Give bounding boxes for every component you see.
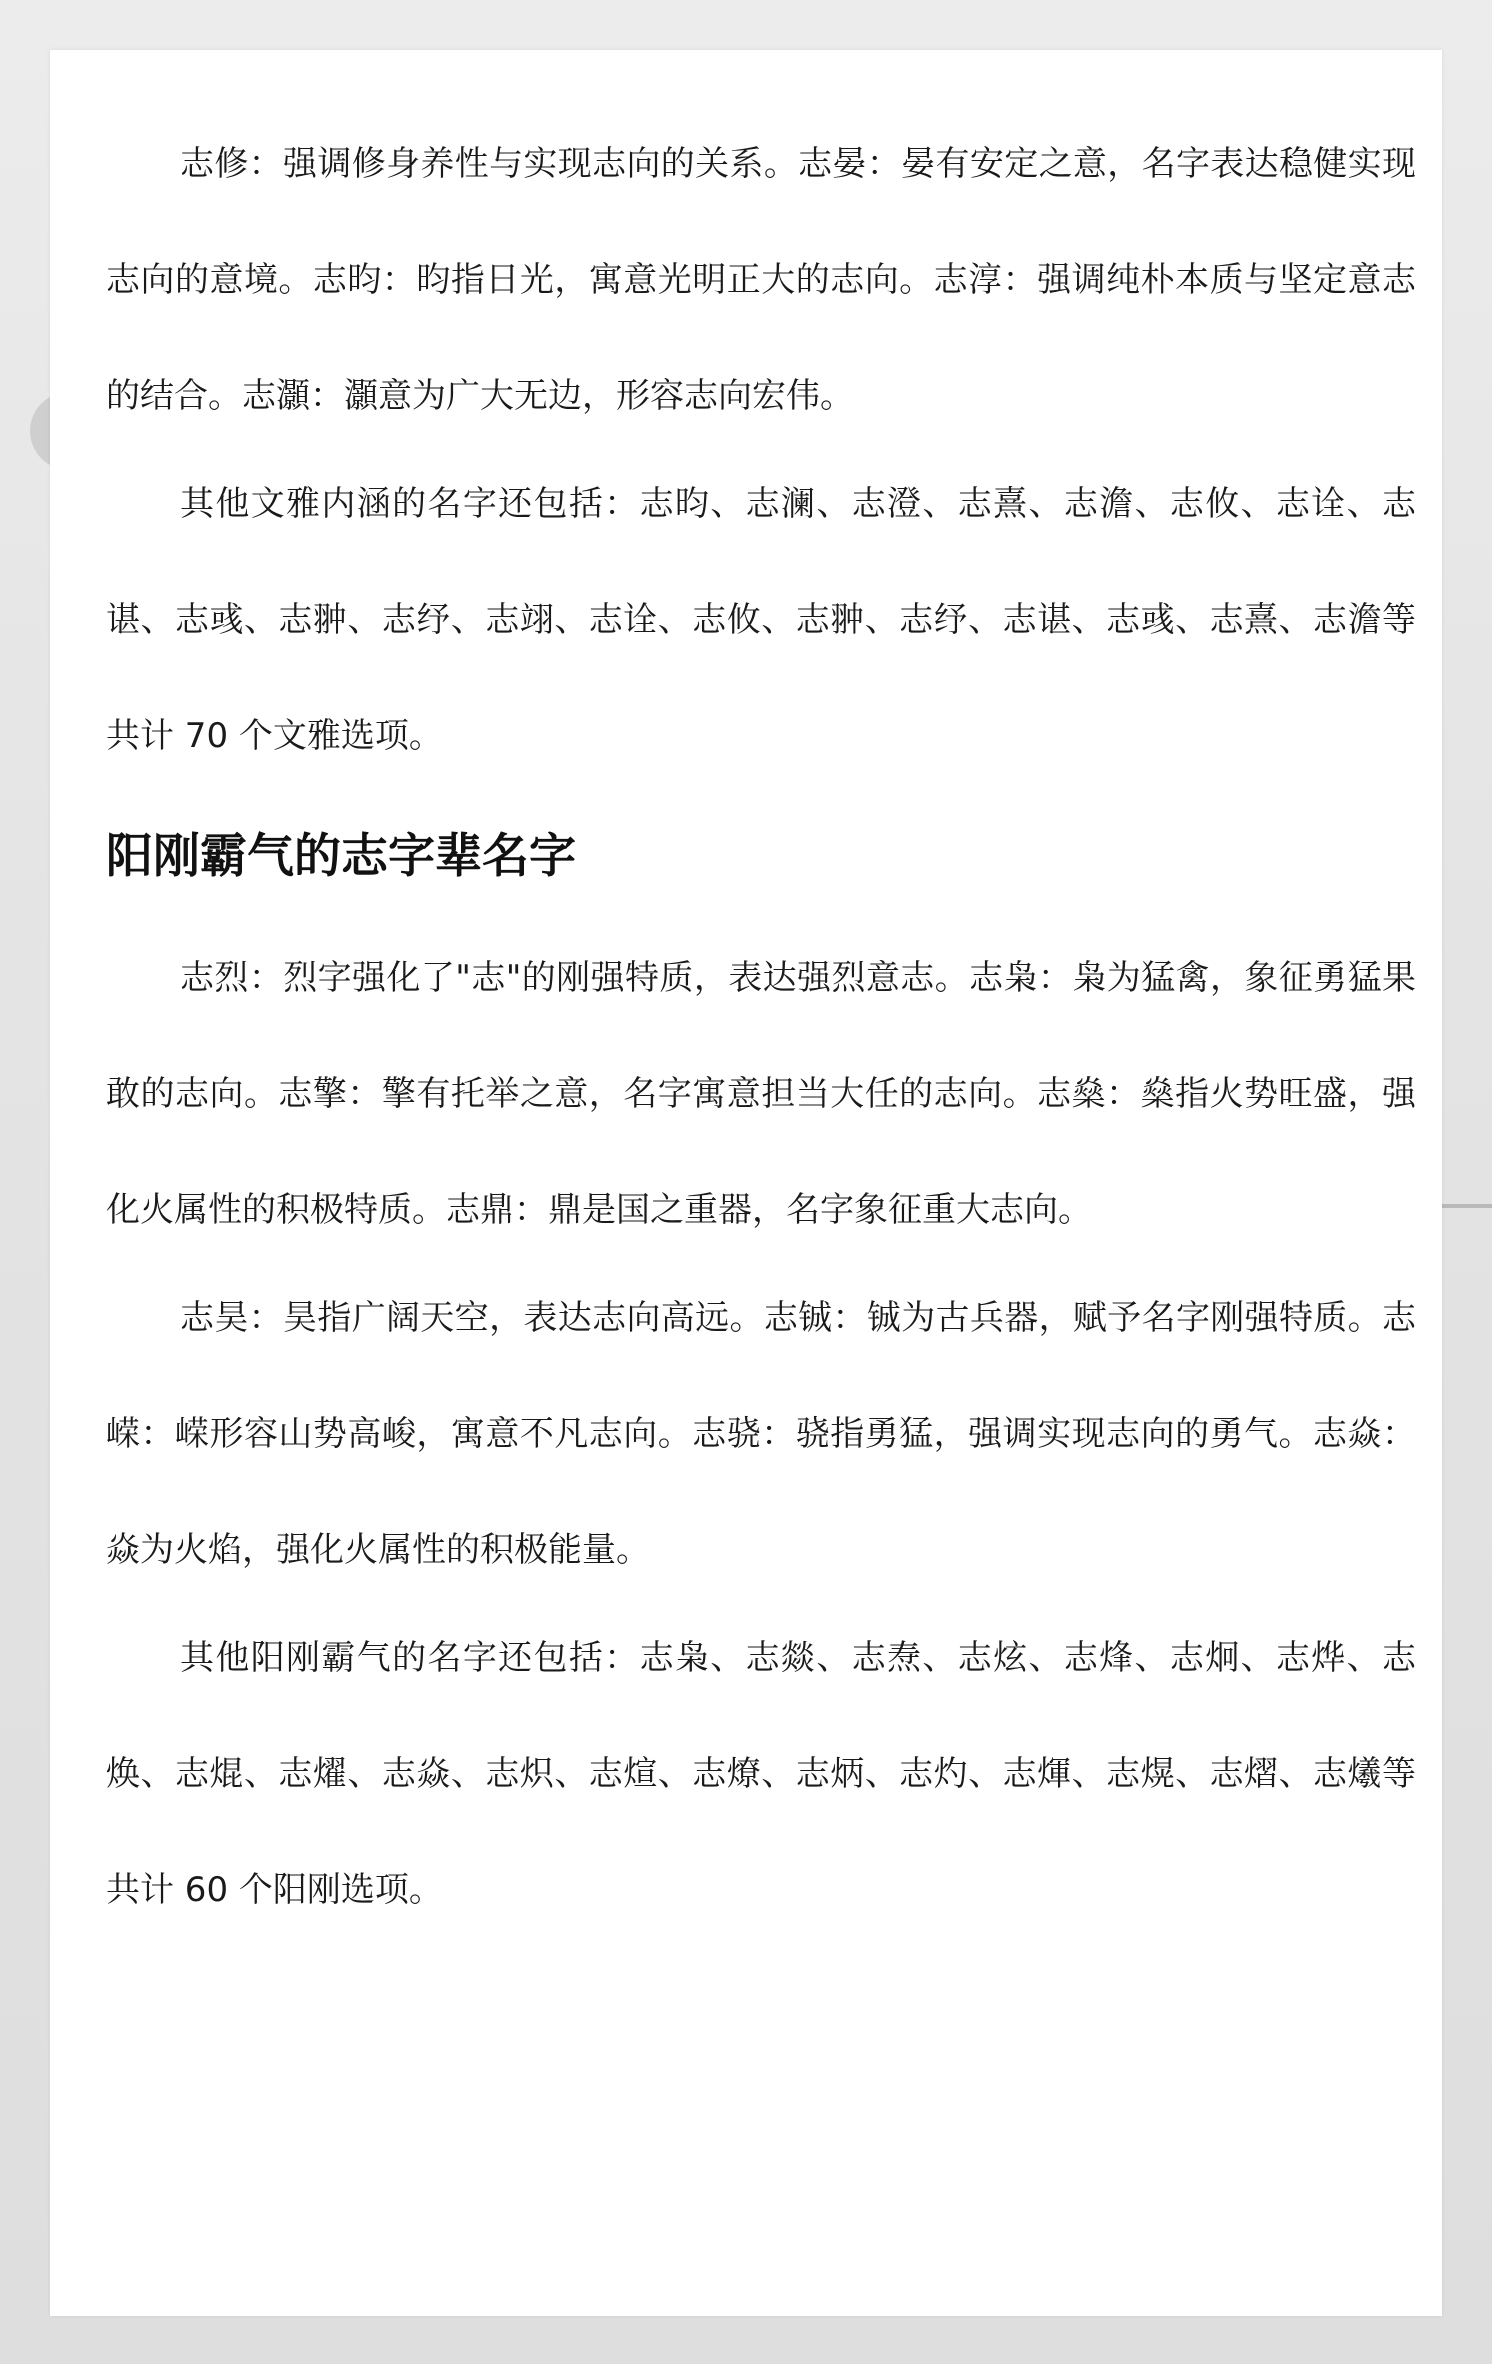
paragraph-masculine-names-2: 志昊：昊指广阔天空，表达志向高远。志铖：铖为古兵器，赋予名字刚强特质。志嵘：嵘形容山势高峻，寓意不凡志向。志骁：骁指勇猛，强调实现志向的勇气。志焱：焱为火焰，强化火属性的积极能量。 (106, 1298, 1416, 1570)
right-edge-divider (1440, 1204, 1492, 1208)
paragraph-elegant-names: 志修：强调修身养性与实现志向的关系。志晏：晏有安定之意，名字表达稳健实现志向的意境。志昀：昀指日光，寓意光明正大的志向。志淳：强调纯朴本质与坚定意志的结合。志灝：灝意为广大无边，形容志向宏伟。 (106, 144, 1416, 416)
document-page (50, 50, 1442, 2316)
paragraph-elegant-others: 其他文雅内涵的名字还包括：志昀、志澜、志澄、志熹、志澹、志攸、志诠、志谌、志彧、志翀、志纾、志翊、志诠、志攸、志翀、志纾、志谌、志彧、志熹、志澹等共计 70 个文雅选项。 (106, 484, 1416, 756)
section-heading: 阳刚霸气的志字辈名字 (106, 829, 576, 884)
paragraph-masculine-names-1: 志烈：烈字强化了"志"的刚强特质，表达强烈意志。志枭：枭为猛禽，象征勇猛果敢的志向。志擎：擎有托举之意，名字寓意担当大任的志向。志燊：燊指火势旺盛，强化火属性的积极特质。志鼎：鼎是国之重器，名字象征重大志向。 (106, 958, 1416, 1230)
paragraph-masculine-others: 其他阳刚霸气的名字还包括：志枭、志燚、志焘、志炫、志烽、志炯、志烨、志焕、志焜、志燿、志焱、志炽、志煊、志燎、志炳、志灼、志煇、志熀、志熠、志爔等共计 60 个阳刚选项。 (106, 1638, 1416, 1910)
document-content (106, 106, 1416, 1940)
